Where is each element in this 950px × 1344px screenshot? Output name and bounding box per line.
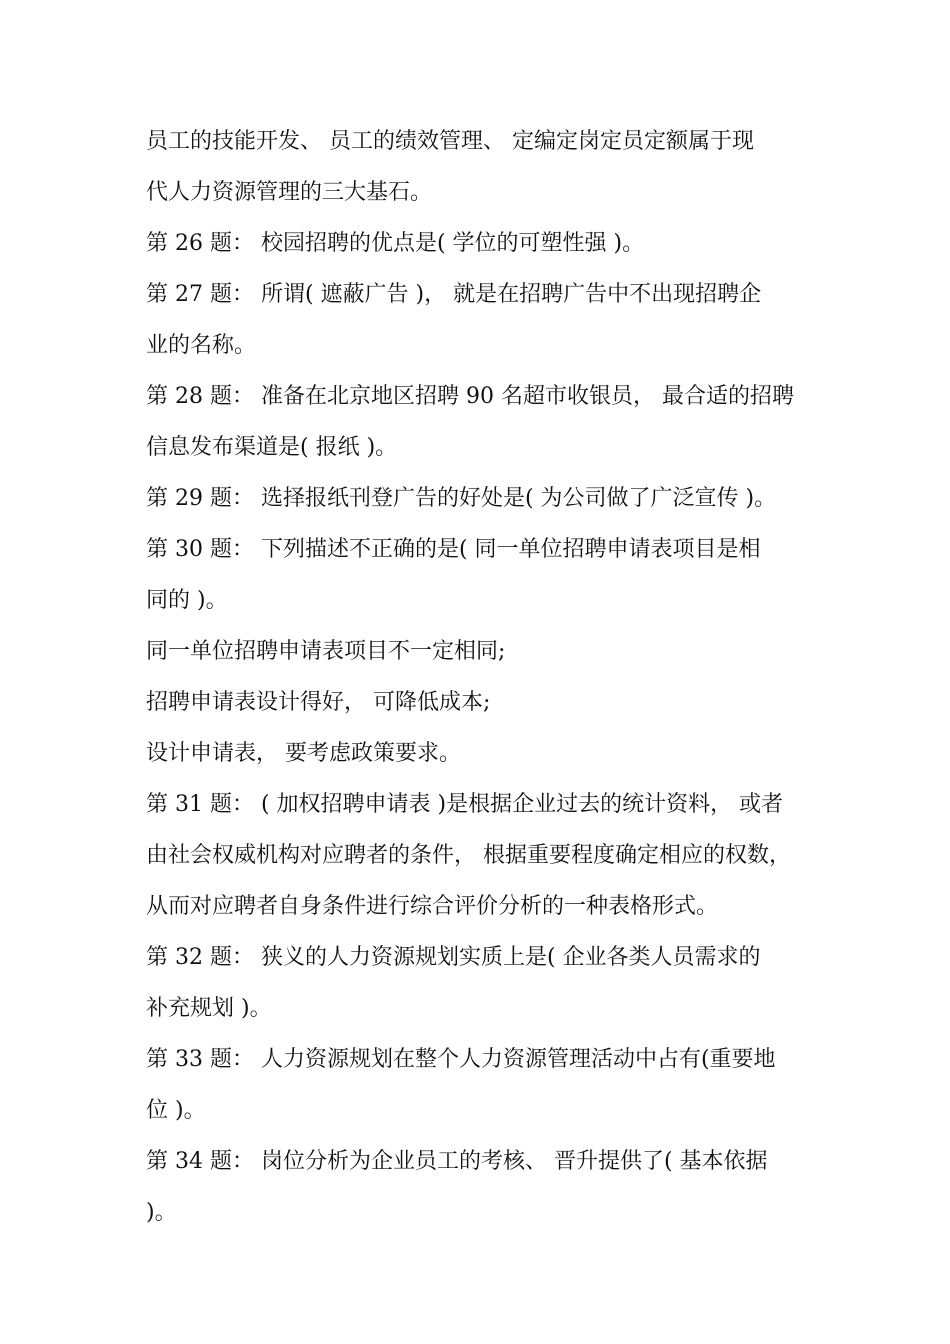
text-line: 信息发布渠道是( 报纸 )。 xyxy=(146,435,398,460)
text-line: 员工的技能开发、 员工的绩效管理、 定编定岗定员定额属于现 xyxy=(146,129,754,154)
text-line: 同一单位招聘申请表项目不一定相同; xyxy=(146,639,506,664)
text-line: 代人力资源管理的三大基石。 xyxy=(146,180,433,205)
text-line: 由社会权威机构对应聘者的条件， 根据重要程度确定相应的权数， xyxy=(146,843,791,868)
text-line: 设计申请表， 要考虑政策要求。 xyxy=(146,741,461,766)
text-line: 位 )。 xyxy=(146,1098,206,1123)
text-line: 同的 )。 xyxy=(146,588,228,613)
document-body xyxy=(146,116,810,1238)
question-27: 第 27 题： 所谓( 遮蔽广告 )， 就是在招聘广告中不出现招聘企 xyxy=(146,282,762,307)
question-30: 第 30 题： 下列描述不正确的是( 同一单位招聘申请表项目是相 xyxy=(146,537,761,562)
question-29: 第 29 题： 选择报纸刊登广告的好处是( 为公司做了广泛宣传 )。 xyxy=(146,486,777,511)
question-28: 第 28 题： 准备在北京地区招聘 90 名超市收银员， 最合适的招聘 xyxy=(146,384,794,409)
question-33: 第 33 题： 人力资源规划在整个人力资源管理活动中占有(重要地 xyxy=(146,1047,776,1072)
question-26: 第 26 题： 校园招聘的优点是( 学位的可塑性强 )。 xyxy=(146,231,645,256)
text-line: 业的名称。 xyxy=(146,333,257,358)
text-line: 从而对应聘者自身条件进行综合评价分析的一种表格形式。 xyxy=(146,894,719,919)
text-line: 招聘申请表设计得好， 可降低成本; xyxy=(146,690,491,715)
text-line: 补充规划 )。 xyxy=(146,996,272,1021)
question-34: 第 34 题： 岗位分析为企业员工的考核、 晋升提供了( 基本依据 xyxy=(146,1149,768,1174)
text-line: )。 xyxy=(146,1200,177,1225)
question-32: 第 32 题： 狭义的人力资源规划实质上是( 企业各类人员需求的 xyxy=(146,945,761,970)
question-31: 第 31 题： ( 加权招聘申请表 )是根据企业过去的统计资料， 或者 xyxy=(146,792,784,817)
